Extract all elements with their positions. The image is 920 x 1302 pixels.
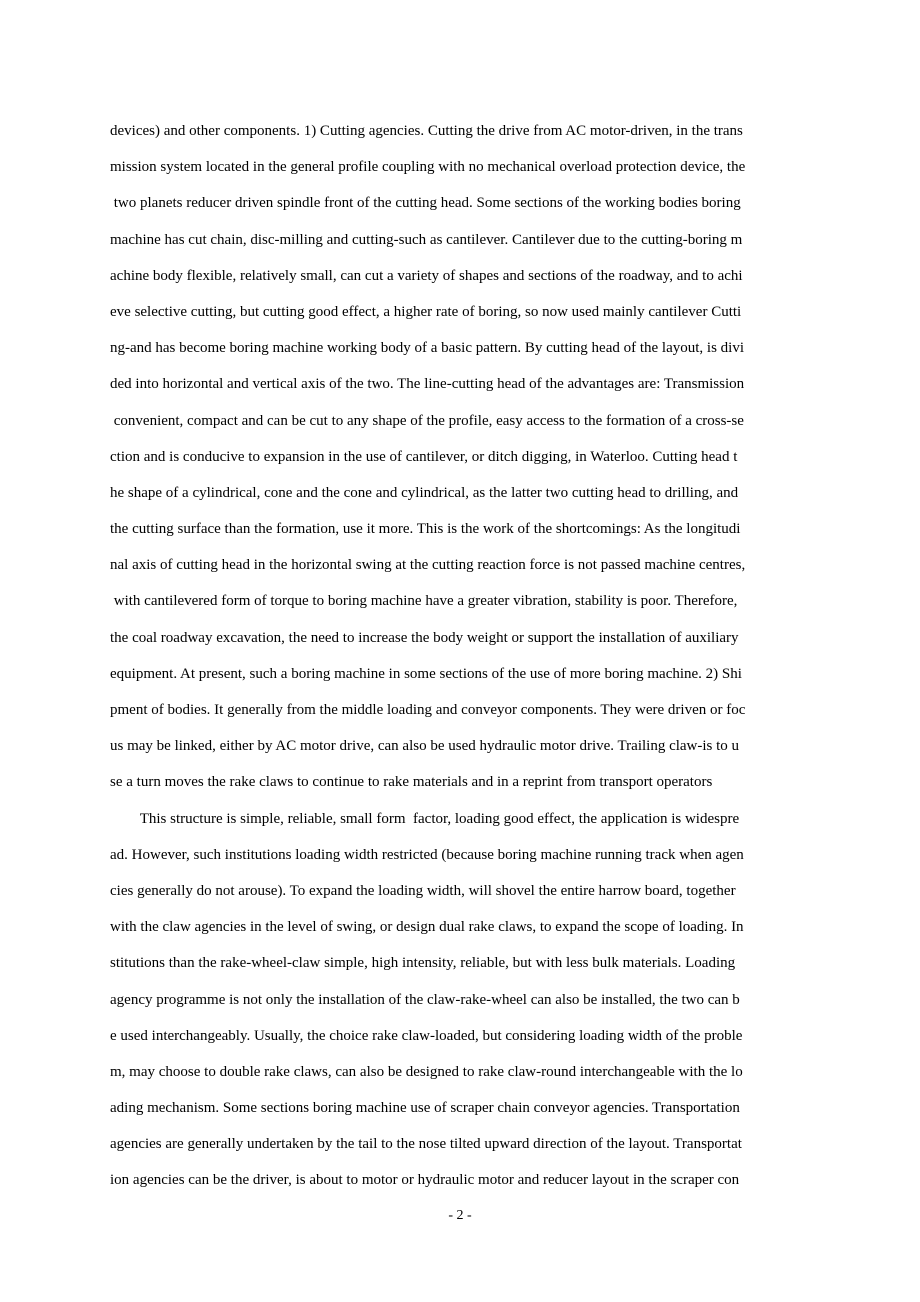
text-line: equipment. At present, such a boring machine in some sections of the use of more boring machine. 2) Shi [110, 665, 742, 682]
text-line: with cantilevered form of torque to boring machine have a greater vibration, stability is poor. Therefore, [110, 593, 738, 610]
text-line: agencies are generally undertaken by the tail to the nose tilted upward direction of the layout. Transportat [110, 1136, 742, 1153]
text-line: eve selective cutting, but cutting good effect, a higher rate of boring, so now used mainly cantilever Cutti [110, 303, 742, 320]
text-line: e used interchangeably. Usually, the choice rake claw-loaded, but considering loading width of the proble [110, 1027, 743, 1044]
text-line: ion agencies can be the driver, is about to motor or hydraulic motor and reducer layout in the scraper con [110, 1172, 740, 1189]
text-line: stitutions than the rake-wheel-claw simple, high intensity, reliable, but with less bulk materials. Loading [110, 955, 736, 972]
text-line: achine body flexible, relatively small, can cut a variety of shapes and sections of the roadway, and to achi [110, 267, 743, 284]
text-line: devices) and other components. 1) Cutting agencies. Cutting the drive from AC motor-driven, in the trans [110, 123, 743, 139]
text-line: mission system located in the general profile coupling with no mechanical overload protection device, the [110, 159, 746, 176]
text-line: the cutting surface than the formation, use it more. This is the work of the shortcomings: As the longitudi [110, 521, 741, 538]
body-text [110, 116, 810, 1202]
text-line: the coal roadway excavation, the need to increase the body weight or support the installation of auxiliary [110, 629, 739, 646]
text-line: ded into horizontal and vertical axis of the two. The line-cutting head of the advantages are: Transmission [110, 376, 745, 393]
page-number: - 2 - [448, 1208, 472, 1223]
text-line: se a turn moves the rake claws to continue to rake materials and in a reprint from transport operators [110, 774, 713, 791]
text-line: ad. However, such institutions loading width restricted (because boring machine running track when agen [110, 846, 744, 863]
text-line: This structure is simple, reliable, small form factor, loading good effect, the application is widespre [110, 810, 740, 827]
text-line: m, may choose to double rake claws, can also be designed to rake claw-round interchangeable with the lo [110, 1063, 743, 1080]
text-line: cies generally do not arouse). To expand the loading width, will shovel the entire harrow board, together [110, 882, 736, 899]
text-line: with the claw agencies in the level of swing, or design dual rake claws, to expand the scope of loading. In [110, 919, 744, 936]
text-line: ng-and has become boring machine working body of a basic pattern. By cutting head of the layout, is divi [110, 340, 745, 357]
text-line: ction and is conducive to expansion in the use of cantilever, or ditch digging, in Waterloo. Cutting head t [110, 448, 738, 465]
text-line: two planets reducer driven spindle front of the cutting head. Some sections of the working bodies boring [110, 195, 741, 212]
text-line: agency programme is not only the installation of the claw-rake-wheel can also be installed, the two can b [110, 991, 740, 1008]
text-line: nal axis of cutting head in the horizontal swing at the cutting reaction force is not passed machine centres, [110, 557, 746, 574]
text-line: ading mechanism. Some sections boring machine use of scraper chain conveyor agencies. Transportation [110, 1100, 740, 1117]
text-line: convenient, compact and can be cut to any shape of the profile, easy access to the formation of a cross-se [110, 412, 744, 429]
text-line: us may be linked, either by AC motor drive, can also be used hydraulic motor drive. Trailing claw-is to u [110, 738, 740, 755]
text-line: machine has cut chain, disc-milling and cutting-such as cantilever. Cantilever due to the cutting-boring m [110, 231, 743, 248]
text-line: pment of bodies. It generally from the middle loading and conveyor components. They were driven or foc [110, 702, 746, 718]
text-line: he shape of a cylindrical, cone and the cone and cylindrical, as the latter two cutting head to drilling, and [110, 484, 739, 501]
